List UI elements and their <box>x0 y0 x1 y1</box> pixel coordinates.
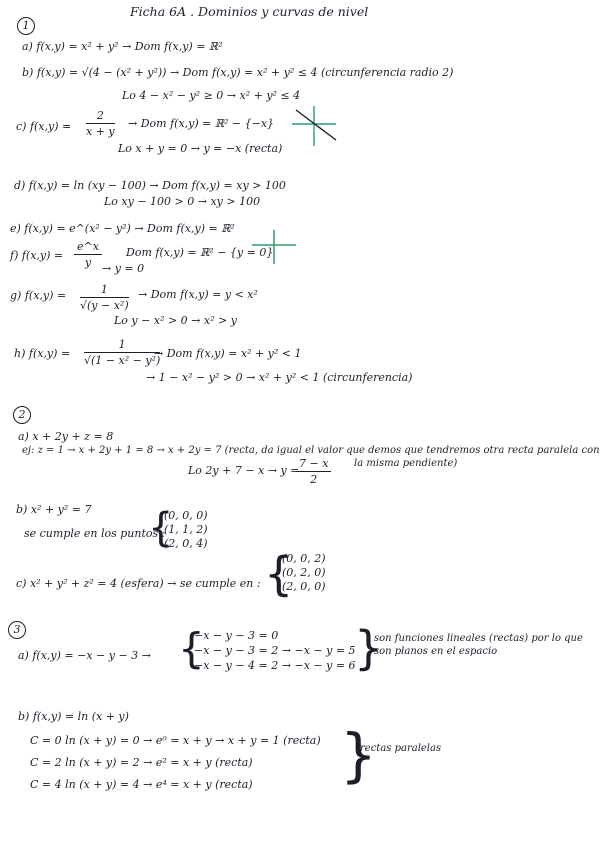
item-2a-example: ej: z = 1 → x + 2y + 1 = 8 → x + 2y = 7 (recta, da igual el valor que demos que tendremos otra recta paralela con <box>22 445 600 456</box>
item-2b: b) x² + y² = 7 <box>16 503 92 516</box>
section-number-3: 3 <box>8 621 26 639</box>
item-3b: b) f(x,y) = ln (x + y) <box>18 710 129 723</box>
item-3a: a) f(x,y) = −x − y − 3 → <box>18 649 151 662</box>
item-3b-note: rectas paralelas <box>360 743 442 754</box>
item-3b-level-curve: C = 2 ln (x + y) = 2 → e² = x + y (recta) <box>30 756 253 769</box>
item-3a-brace: { <box>178 624 205 673</box>
fraction-denominator: √(y − x²) <box>80 299 129 312</box>
item-1c-fraction <box>86 110 115 137</box>
item-1g-fraction <box>80 284 129 311</box>
fraction-denominator: 2 <box>310 473 318 486</box>
item-2b-label: se cumple en los puntos : <box>24 527 166 540</box>
item-1f-fraction <box>74 241 102 268</box>
item-1c-domain: → Dom f(x,y) = ℝ² − {−x} <box>128 117 275 130</box>
item-2c: c) x² + y² + z² = 4 (esfera) → se cumple en : <box>16 577 261 590</box>
item-1c-label: c) f(x,y) = <box>16 120 72 133</box>
fraction-numerator: 7 − x <box>296 458 331 472</box>
fraction-numerator: 1 <box>80 284 129 298</box>
item-2b-brace: { <box>148 505 174 551</box>
item-1a: a) f(x,y) = x² + y² → Dom f(x,y) = ℝ² <box>22 40 223 53</box>
item-2c-brace: { <box>264 547 294 601</box>
item-2b-point: (1, 1, 2) <box>164 523 208 536</box>
item-3a-note: son funciones lineales (rectas) por lo que <box>374 633 583 644</box>
item-2b-point: (2, 0, 4) <box>164 537 208 550</box>
item-1c-step: Lo x + y = 0 → y = −x (recta) <box>118 142 283 155</box>
item-1h-fraction <box>84 339 160 366</box>
item-1g-domain: → Dom f(x,y) = y < x² <box>138 288 258 301</box>
item-2a: a) x + 2y + z = 8 <box>18 430 114 443</box>
section-number-1: 1 <box>17 17 35 35</box>
item-1f-label: f) f(x,y) = <box>10 249 64 262</box>
fraction-numerator: e^x <box>74 241 102 255</box>
item-2c-point: (0, 2, 0) <box>282 566 326 579</box>
item-1b-step: Lo 4 − x² − y² ≥ 0 → x² + y² ≤ 4 <box>122 89 301 102</box>
item-1d-step: Lo xy − 100 > 0 → xy > 100 <box>104 195 261 208</box>
axis-sketch-icon <box>250 230 298 266</box>
page-title: Ficha 6A . Dominios y curvas de nivel <box>130 4 369 19</box>
item-1h-label: h) f(x,y) = <box>14 347 71 360</box>
item-1f-domain: Dom f(x,y) = ℝ² − {y = 0} <box>126 246 274 259</box>
item-2c-point: (0, 0, 2) <box>282 552 326 565</box>
item-3a-equation: −x − y − 4 = 2 → −x − y = 6 <box>194 659 356 672</box>
fraction-numerator: 2 <box>86 110 115 124</box>
item-2a-fraction <box>296 458 331 485</box>
item-3a-equation: −x − y − 3 = 0 <box>194 629 279 642</box>
fraction-denominator: y <box>84 256 92 269</box>
item-1e: e) f(x,y) = e^(x² − y²) → Dom f(x,y) = ℝ² <box>10 222 235 235</box>
item-1h-domain: → Dom f(x,y) = x² + y² < 1 <box>154 347 302 360</box>
item-3b-level-curve: C = 0 ln (x + y) = 0 → e⁰ = x + y → x + y = 1 (recta) <box>30 734 321 747</box>
line-sketch-icon <box>292 106 340 148</box>
item-2a-note: la misma pendiente) <box>354 458 458 469</box>
item-1d: d) f(x,y) = ln (xy − 100) → Dom f(x,y) = xy > 100 <box>14 179 286 192</box>
item-3b-brace: } <box>340 721 377 789</box>
fraction-denominator: √(1 − x² − y²) <box>84 354 161 367</box>
item-1g-label: g) f(x,y) = <box>10 289 67 302</box>
item-2a-step: Lo 2y + 7 − x → y = <box>188 464 300 477</box>
fraction-numerator: 1 <box>84 339 160 353</box>
item-1b: b) f(x,y) = √(4 − (x² + y²)) → Dom f(x,y) = x² + y² ≤ 4 (circunferencia radio 2) <box>22 66 454 79</box>
item-2b-point: (0, 0, 0) <box>164 509 208 522</box>
item-2c-point: (2, 0, 0) <box>282 580 326 593</box>
item-3a-closing-brace: } <box>354 621 384 675</box>
fraction-denominator: x + y <box>86 125 115 138</box>
item-1g-step: Lo y − x² > 0 → x² > y <box>114 314 237 327</box>
item-3b-level-curve: C = 4 ln (x + y) = 4 → e⁴ = x + y (recta) <box>30 778 253 791</box>
item-1h-step: → 1 − x² − y² > 0 → x² + y² < 1 (circunferencia) <box>146 371 413 384</box>
item-1f-step: → y = 0 <box>102 262 145 275</box>
item-3a-equation: −x − y − 3 = 2 → −x − y = 5 <box>194 644 356 657</box>
item-3a-note: son planos en el espacio <box>374 646 498 657</box>
section-number-2: 2 <box>13 406 31 424</box>
